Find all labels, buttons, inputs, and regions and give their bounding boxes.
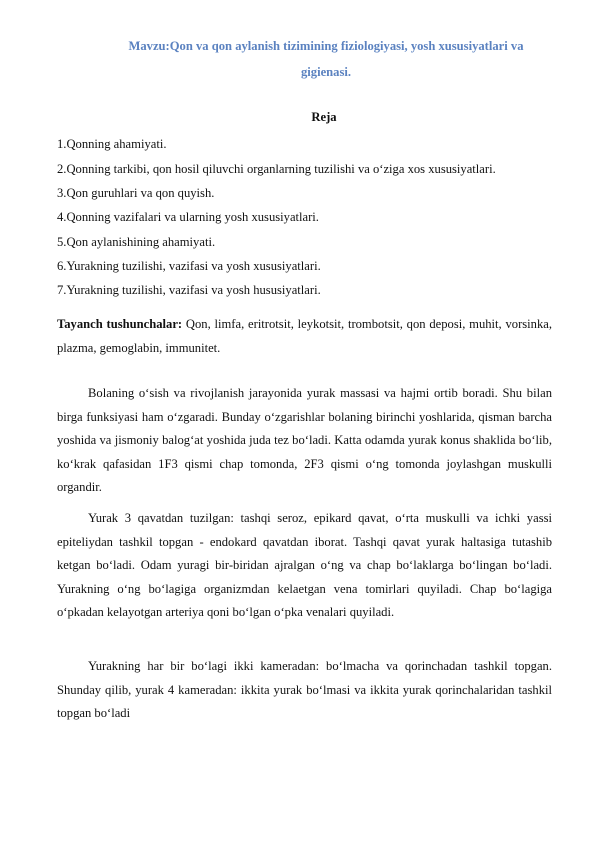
body-paragraph-2: Yurak 3 qavatdan tuzilgan: tashqi seroz, epikard qavat, o‘rta muskulli va ichki yassi epiteliydan tashkil topgan - endokard qavatdan iborat. Tashqi qavat yurak haltasiga tutashib ketgan bo‘ladi. Odam yuragi bir-biridan ajralgan o‘ng va chap bo‘laklarga bo‘lingan bo‘ladi. Yurakning o‘ng bo‘lagiga organizmdan kelaetgan vena tomirlari quyiladi. Chap bo‘lagiga o‘pkadan kelayotgan arteriya qoni bo‘lgan o‘pka venalari quyiladi. [57,511,552,620]
body-paragraph-3: Yurakning har bir bo‘lagi ikki kameradan: bo‘lmacha va qorinchadan tashkil topgan. Shunday qilib, yurak 4 kameradan: ikkita yurak bo‘lmasi va ikkita yurak qorinchalaridan tashkil topgan bo‘ladi [57,659,552,721]
plan-item: 7.Yurakning tuzilishi, vazifasi va yosh hususiyatlari. [57,283,321,297]
title-line-1: Mavzu:Qon va qon aylanish tizimining fiziologiyasi, yosh xususiyatlari va [128,39,524,53]
key-concepts-text: Qon, limfa, eritrotsit, leykotsit, trombotsit, qon deposi, muhit, vorsinka, plazma, gemoglabin, immunitet. [57,317,552,355]
plan-item: 3.Qon guruhlari va qon quyish. [57,186,215,200]
key-concepts-label: Tayanch tushunchalar: [57,317,183,331]
plan-item: 1.Qonning ahamiyati. [57,137,167,151]
plan-item: 4.Qonning vazifalari va ularning yosh xususiyatlari. [57,210,319,224]
plan-item: 6.Yurakning tuzilishi, vazifasi va yosh xususiyatlari. [57,259,321,273]
body-paragraph-1: Bolaning o‘sish va rivojlanish jarayonida yurak massasi va hajmi ortib boradi. Shu bilan birga funksiyasi ham o‘zgaradi. Bunday o‘zgarishlar bolaning birinchi yoshlarida, qisman barcha yoshida va jismoniy balog‘at yoshida juda tez bo‘ladi. Katta odamda yurak konus shaklida bo‘lib, ko‘krak qafasidan 1F3 qismi chap tomonda, 2F3 qismi o‘ng tomonda joylashgan muskulli organdir. [57,386,552,495]
plan-heading: Reja [311,110,337,124]
key-concepts [57,313,552,360]
title-line-2: gigienasi. [300,65,352,79]
plan-item: 5.Qon aylanishining ahamiyati. [57,235,216,249]
plan-item: 2.Qonning tarkibi, qon hosil qiluvchi organlarning tuzilishi va o‘ziga xos xususiyatlari. [57,162,496,176]
